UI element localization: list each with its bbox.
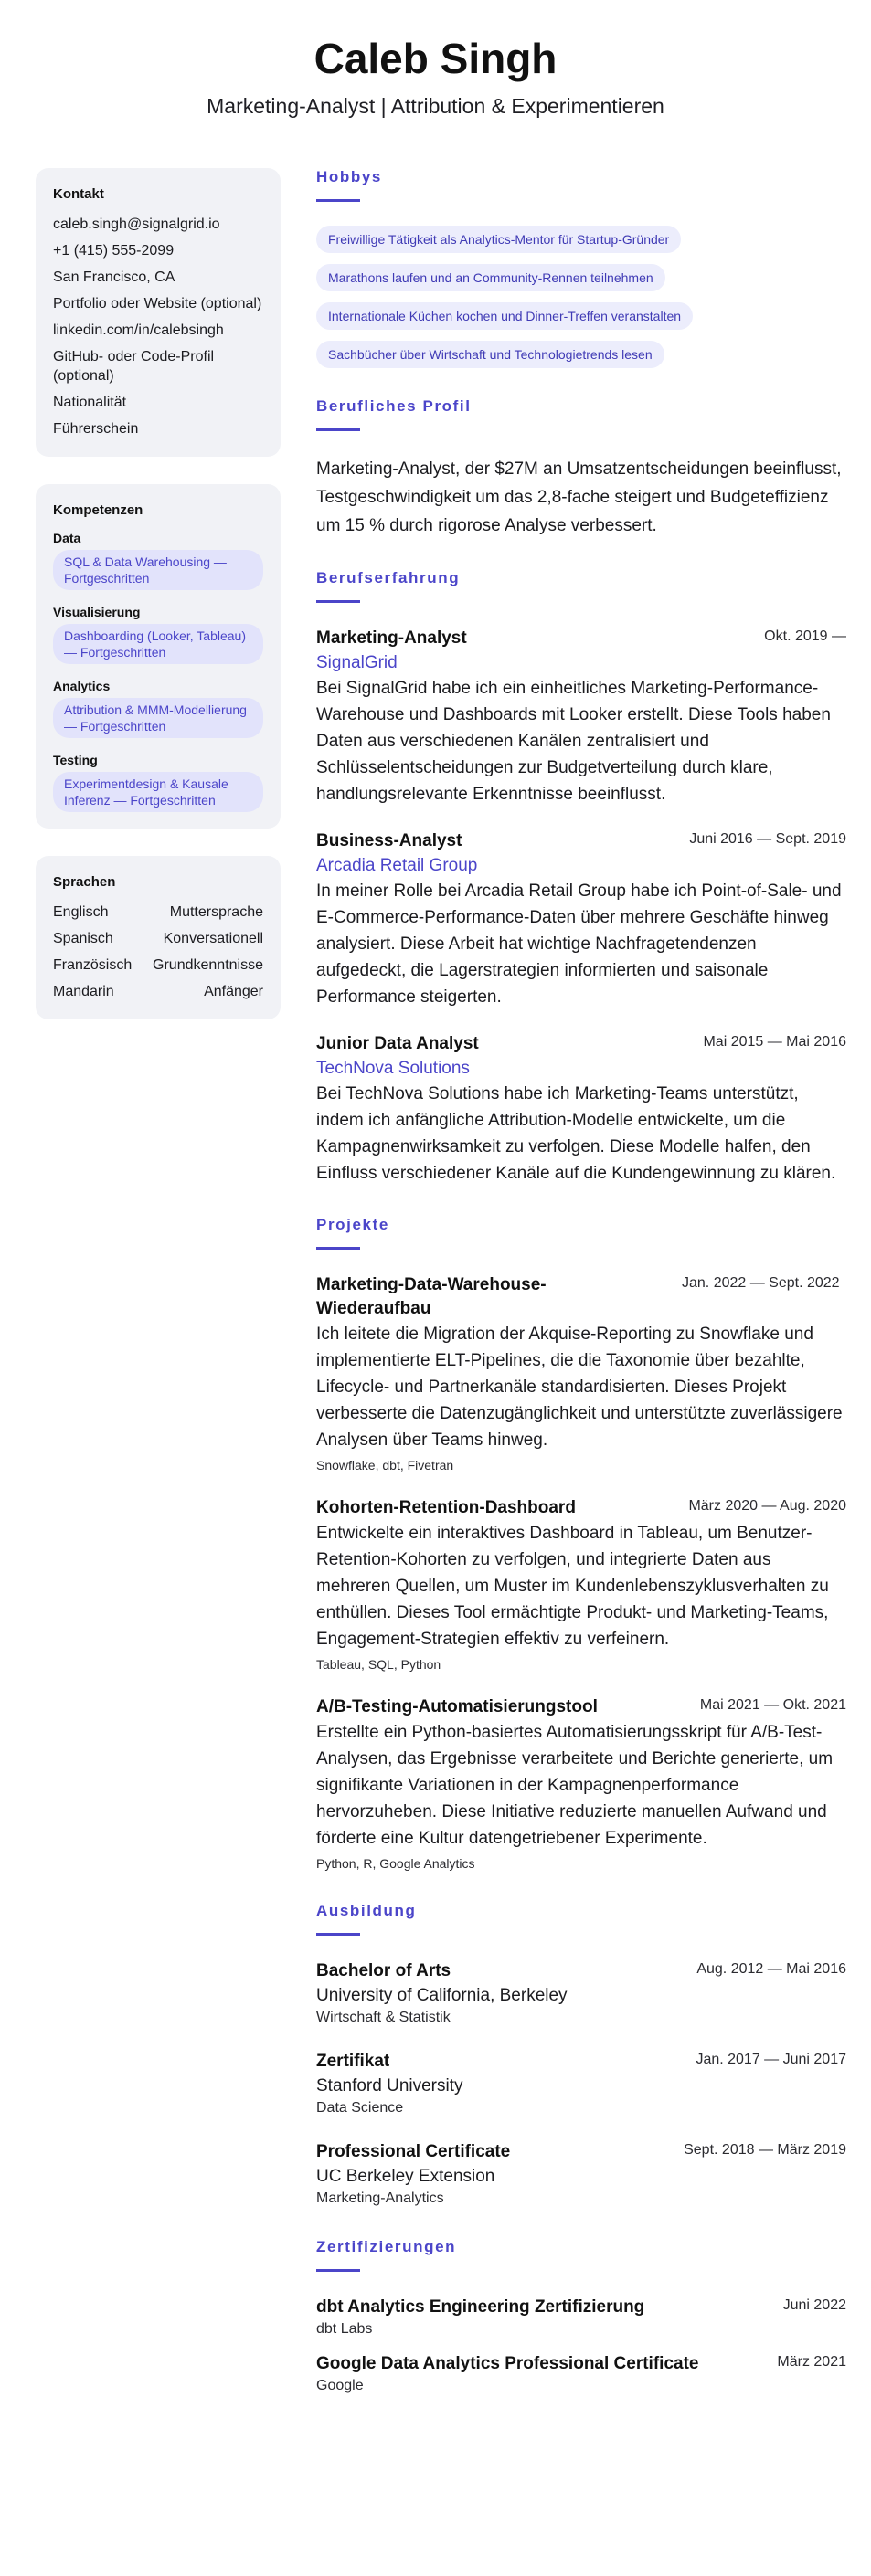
school-name: University of California, Berkeley bbox=[316, 1986, 568, 2005]
skill-pill: SQL & Data Warehousing — Fortgeschritten bbox=[53, 550, 263, 590]
skill-category: Testing bbox=[53, 753, 98, 767]
study-field: Marketing-Analytics bbox=[316, 2191, 444, 2206]
certification-date: Juni 2022 bbox=[782, 2297, 846, 2313]
section-divider bbox=[316, 199, 360, 202]
language-name: Französisch bbox=[53, 957, 133, 973]
profile-section bbox=[316, 397, 846, 540]
skill-pill: Dashboarding (Looker, Tableau) — Fortgeschritten bbox=[53, 624, 263, 664]
skill-category: Data bbox=[53, 531, 81, 545]
contact-github[interactable]: GitHub- oder Code-Profil (optional) bbox=[53, 349, 215, 384]
candidate-name: Caleb Singh bbox=[313, 35, 558, 82]
experience-entry bbox=[316, 829, 846, 1010]
section-divider bbox=[316, 1933, 360, 1936]
job-title: Junior Data Analyst bbox=[316, 1034, 479, 1053]
section-title: Zertifizierungen bbox=[316, 2238, 457, 2255]
project-entry bbox=[316, 1496, 846, 1673]
language-row bbox=[53, 929, 263, 948]
contact-portfolio[interactable]: Portfolio oder Website (optional) bbox=[53, 296, 262, 311]
education-entry bbox=[316, 1959, 846, 2028]
job-title: Business-Analyst bbox=[316, 831, 462, 850]
certifications-section bbox=[316, 2238, 846, 2396]
hobby-tag: Sachbücher über Wirtschaft und Technologietrends lesen bbox=[316, 341, 664, 368]
skills-title: Kompetenzen bbox=[53, 502, 143, 518]
language-level: Konversationell bbox=[163, 931, 263, 946]
section-divider bbox=[316, 428, 360, 431]
sidebar bbox=[36, 168, 281, 1047]
project-entry bbox=[316, 1695, 846, 1873]
education-entry bbox=[316, 2140, 846, 2209]
project-entry bbox=[316, 1273, 846, 1474]
language-name: Englisch bbox=[53, 904, 109, 920]
skill-group bbox=[53, 679, 263, 738]
language-level: Anfänger bbox=[204, 984, 263, 999]
contact-email[interactable]: caleb.singh@signalgrid.io bbox=[53, 216, 220, 232]
certification-date: März 2021 bbox=[777, 2354, 846, 2370]
skill-group bbox=[53, 605, 263, 664]
languages-title: Sprachen bbox=[53, 874, 116, 890]
job-date: Mai 2015 — Mai 2016 bbox=[703, 1034, 846, 1050]
project-date: Jan. 2022 — Sept. 2022 bbox=[682, 1275, 840, 1291]
project-name: Kohorten-Retention-Dashboard bbox=[316, 1498, 576, 1517]
job-description: Bei TechNova Solutions habe ich Marketing-Teams unterstützt, indem ich anfängliche Attribution-Modelle entwickelte, um die Kampagnenwirksamkeit zu verfolgen. Diese Modelle halfen, den Einfluss verschiedener Kanäle auf die Kundengewinnung zu klären. bbox=[316, 1084, 836, 1183]
language-row bbox=[53, 955, 263, 975]
job-date: Juni 2016 — Sept. 2019 bbox=[689, 831, 846, 847]
education-entry bbox=[316, 2050, 846, 2118]
company-name: SignalGrid bbox=[316, 653, 398, 672]
skills-card bbox=[36, 484, 281, 829]
skill-category: Visualisierung bbox=[53, 605, 141, 619]
project-date: Mai 2021 — Okt. 2021 bbox=[699, 1697, 846, 1713]
certification-entry bbox=[316, 2296, 846, 2339]
section-divider bbox=[316, 600, 360, 603]
certification-issuer: Google bbox=[316, 2378, 364, 2393]
main-column bbox=[316, 168, 846, 2425]
degree-name: Professional Certificate bbox=[316, 2142, 511, 2161]
certification-name: Google Data Analytics Professional Certificate bbox=[316, 2354, 699, 2373]
experience-section bbox=[316, 569, 846, 1187]
project-date: März 2020 — Aug. 2020 bbox=[688, 1498, 846, 1514]
hobby-tag: Marathons laufen und an Community-Rennen teilnehmen bbox=[316, 264, 665, 291]
project-tech: Python, R, Google Analytics bbox=[316, 1856, 475, 1871]
school-name: UC Berkeley Extension bbox=[316, 2167, 495, 2186]
profile-text: Marketing-Analyst, der $27M an Umsatzentscheidungen beeinflusst, Testgeschwindigkeit um das 2,8-fache steigert und Budgeteffizienz um 15 % durch rigorose Analyse verbessert. bbox=[316, 459, 842, 535]
project-name: A/B-Testing-Automatisierungstool bbox=[316, 1697, 598, 1716]
company-name: TechNova Solutions bbox=[316, 1059, 470, 1078]
language-name: Mandarin bbox=[53, 984, 114, 999]
job-description: In meiner Rolle bei Arcadia Retail Group habe ich Point-of-Sale- und E-Commerce-Performance-Daten über mehrere Geschäfte hinweg analysiert. Diese Arbeit hat wichtige Nachfragetendenzen aufgedeckt, die Lagerstrategien informierten und saisonale Performance steigerten. bbox=[316, 882, 842, 1007]
hobbies-section bbox=[316, 168, 846, 368]
school-name: Stanford University bbox=[316, 2076, 463, 2096]
section-title: Ausbildung bbox=[316, 1902, 417, 1919]
contact-title: Kontakt bbox=[53, 186, 104, 202]
language-level: Muttersprache bbox=[169, 904, 263, 920]
hobby-tag: Freiwillige Tätigkeit als Analytics-Mentor für Startup-Gründer bbox=[316, 226, 681, 253]
project-tech: Snowflake, dbt, Fivetran bbox=[316, 1458, 454, 1473]
project-description: Erstellte ein Python-basiertes Automatisierungsskript für A/B-Test-Analysen, das Ergebnisse verarbeitete und Berichte generierte, um signifikante Variationen in der Kampagnenperformance hervorzuheben. Diese Initiative reduzierte manuellen Aufwand und förderte eine Kultur datengetriebener Experimente. bbox=[316, 1723, 834, 1848]
skill-pill: Experimentdesign & Kausale Inferenz — Fortgeschritten bbox=[53, 772, 263, 812]
degree-name: Bachelor of Arts bbox=[316, 1961, 451, 1980]
education-date: Jan. 2017 — Juni 2017 bbox=[696, 2052, 846, 2067]
contact-card bbox=[36, 168, 281, 457]
language-row bbox=[53, 982, 263, 1001]
certification-name: dbt Analytics Engineering Zertifizierung bbox=[316, 2297, 645, 2317]
section-divider bbox=[316, 1247, 360, 1250]
certification-issuer: dbt Labs bbox=[316, 2321, 373, 2337]
education-date: Aug. 2012 — Mai 2016 bbox=[696, 1961, 846, 1977]
contact-linkedin[interactable]: linkedin.com/in/calebsingh bbox=[53, 322, 224, 338]
degree-name: Zertifikat bbox=[316, 2052, 390, 2071]
section-title: Berufliches Profil bbox=[316, 397, 472, 415]
project-tech: Tableau, SQL, Python bbox=[316, 1657, 441, 1672]
experience-entry bbox=[316, 1032, 846, 1187]
job-description: Bei SignalGrid habe ich ein einheitliches Marketing-Performance-Warehouse und Dashboards mit Looker erstellt. Diese Tools haben Daten aus verschiedenen Kanälen zentralisiert und Schlüsselentscheidungen zur Budgetverteilung durch klare, handlungsrelevante Erkenntnisse beeinflusst. bbox=[316, 679, 831, 804]
contact-location: San Francisco, CA bbox=[53, 269, 175, 285]
candidate-headline: Marketing-Analyst | Attribution & Experimentieren bbox=[207, 94, 664, 118]
job-date: Okt. 2019 — bbox=[764, 628, 846, 644]
skill-group bbox=[53, 531, 263, 590]
skill-pill: Attribution & MMM-Modellierung — Fortgeschritten bbox=[53, 698, 263, 738]
section-divider bbox=[316, 2269, 360, 2272]
hobby-tag: Internationale Küchen kochen und Dinner-Treffen veranstalten bbox=[316, 302, 693, 330]
skill-group bbox=[53, 753, 263, 812]
education-date: Sept. 2018 — März 2019 bbox=[684, 2142, 846, 2158]
project-description: Ich leitete die Migration der Akquise-Reporting zu Snowflake und implementierte ELT-Pipelines, die die Taxonomie über bezahlte, Lifecycle- und Partnerkanäle standardisierten. Dieses Projekt verbesserte die Datenzugänglichkeit und unterstützte zuverlässigere Analysen über Teams hinweg. bbox=[316, 1325, 843, 1450]
contact-nationality: Nationalität bbox=[53, 395, 127, 410]
job-title: Marketing-Analyst bbox=[316, 628, 467, 648]
language-level: Grundkenntnisse bbox=[153, 957, 263, 973]
section-title: Hobbys bbox=[316, 168, 382, 185]
project-name: Marketing-Data-Warehouse-Wiederaufbau bbox=[316, 1275, 547, 1318]
certification-entry bbox=[316, 2352, 846, 2396]
section-title: Projekte bbox=[316, 1216, 389, 1233]
languages-card bbox=[36, 856, 281, 1019]
study-field: Data Science bbox=[316, 2100, 404, 2116]
contact-license: Führerschein bbox=[53, 421, 139, 437]
projects-section bbox=[316, 1216, 846, 1873]
study-field: Wirtschaft & Statistik bbox=[316, 2010, 451, 2025]
language-row bbox=[53, 903, 263, 922]
language-name: Spanisch bbox=[53, 931, 113, 946]
experience-entry bbox=[316, 627, 846, 808]
contact-phone[interactable]: +1 (415) 555-2099 bbox=[53, 243, 175, 259]
project-description: Entwickelte ein interaktives Dashboard in Tableau, um Benutzer-Retention-Kohorten zu verfolgen, und integrierte Daten aus mehreren Quellen, um Muster im Kundenlebenszyklusverhalten zu enthüllen. Dieses Tool ermächtigte Produkt- und Marketing-Teams, Engagement-Strategien effektiv zu verfeinern. bbox=[316, 1524, 829, 1649]
education-section bbox=[316, 1902, 846, 2209]
company-name: Arcadia Retail Group bbox=[316, 856, 478, 875]
skill-category: Analytics bbox=[53, 679, 111, 693]
section-title: Berufserfahrung bbox=[316, 569, 461, 586]
resume-header bbox=[0, 0, 871, 121]
